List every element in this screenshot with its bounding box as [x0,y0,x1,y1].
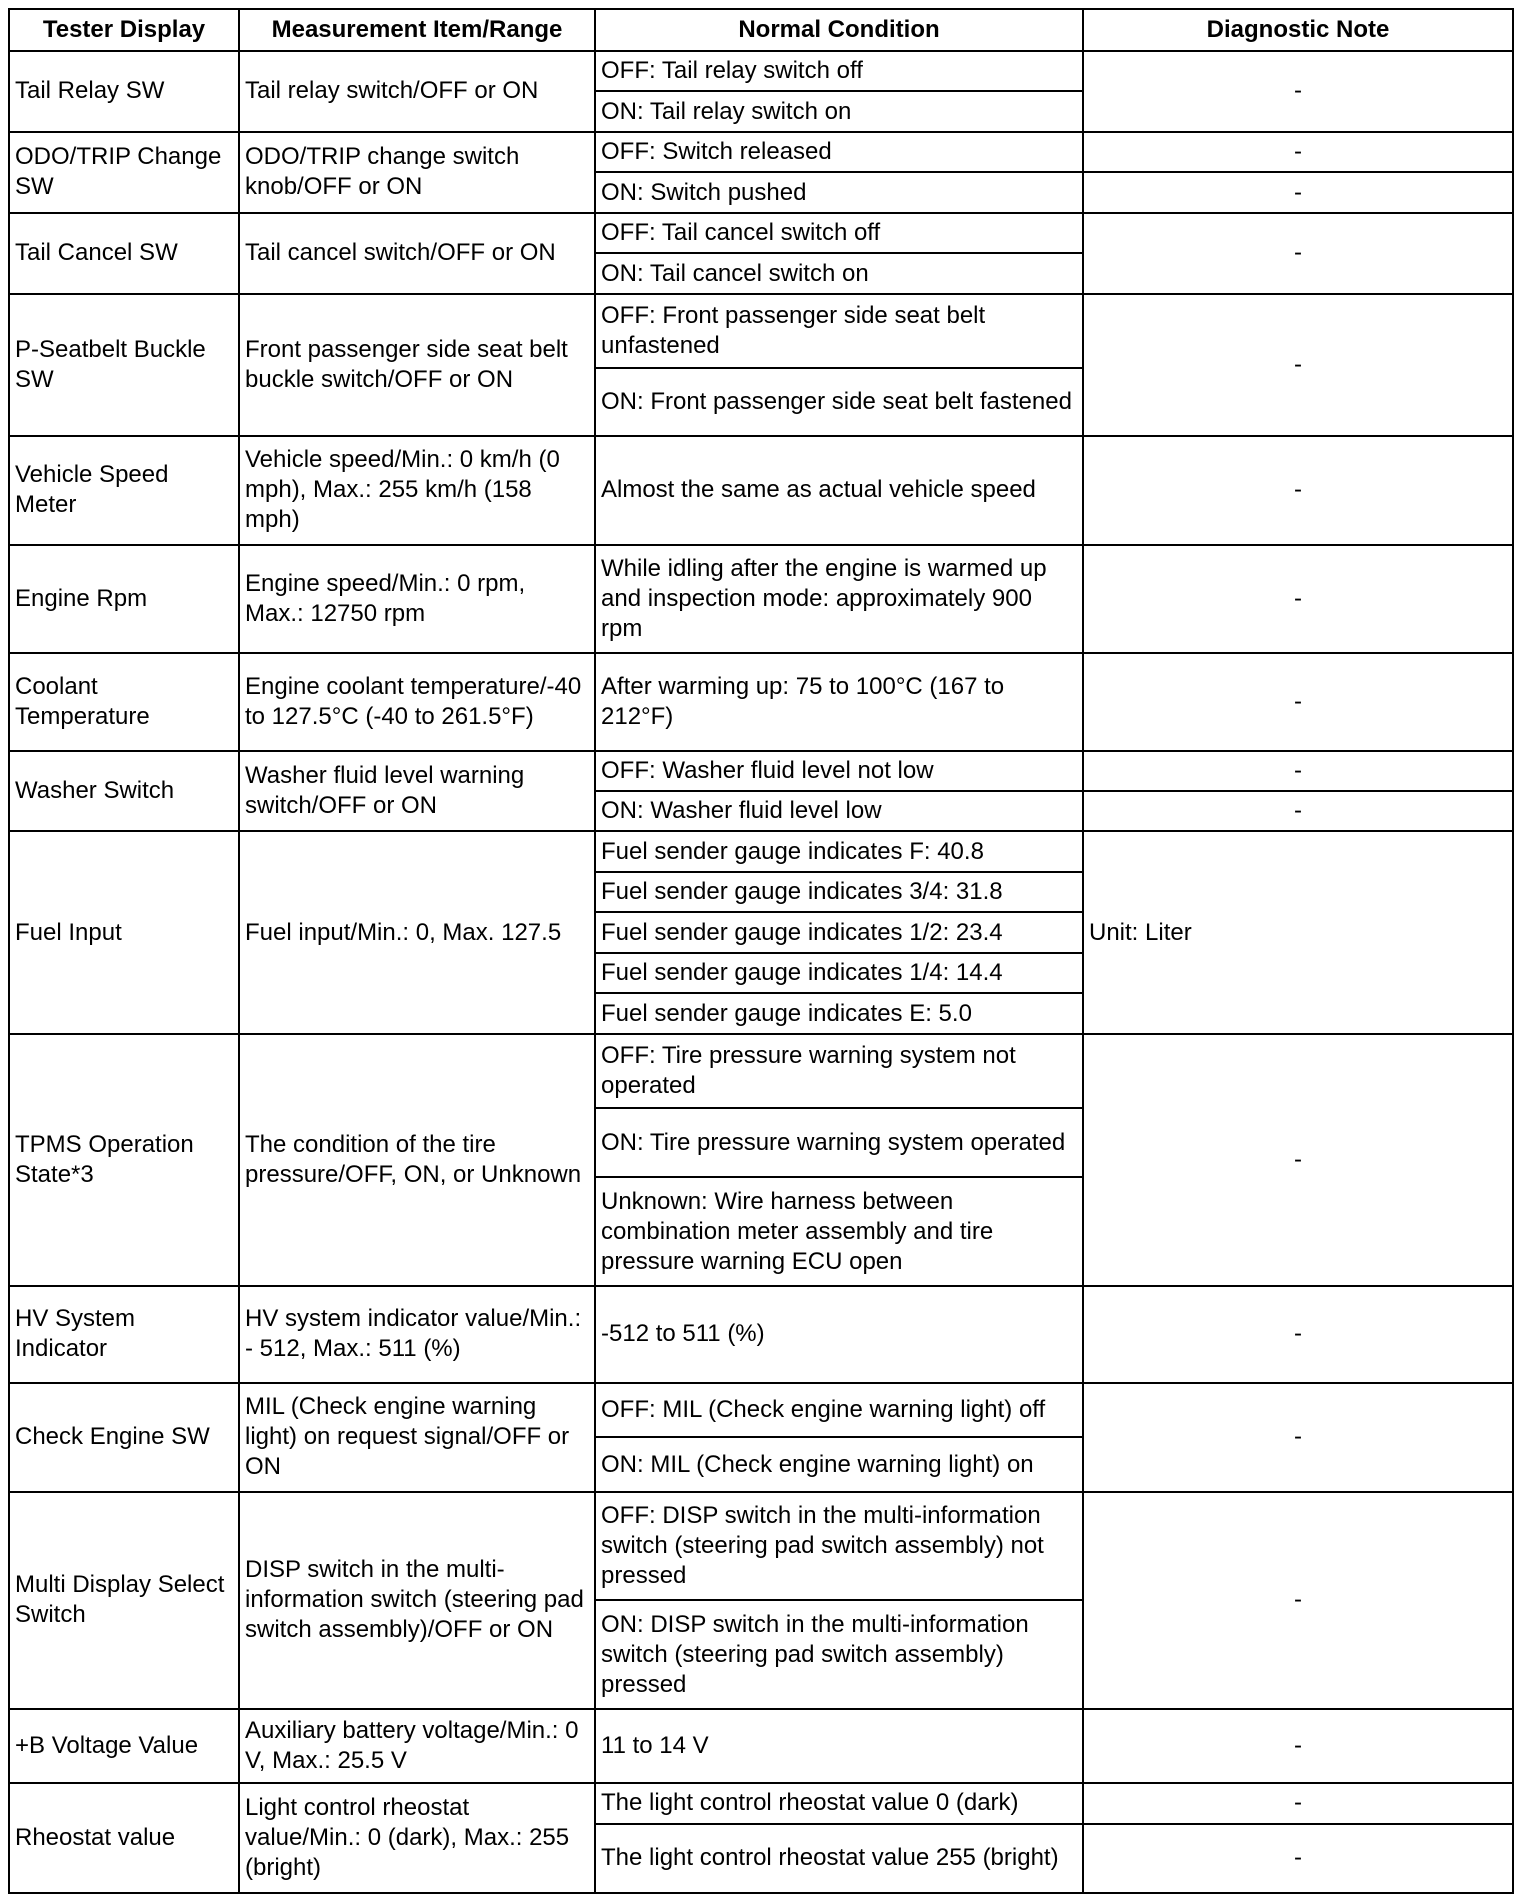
normal-condition-cell: ON: Front passenger side seat belt fastened [595,368,1083,436]
normal-condition-cell: The light control rheostat value 255 (bright) [595,1824,1083,1893]
normal-condition-cell: While idling after the engine is warmed up and inspection mode: approximately 900 rpm [595,545,1083,654]
header-normal-condition: Normal Condition [595,9,1083,51]
tester-display-cell: HV System Indicator [9,1286,239,1383]
normal-condition-cell: ON: DISP switch in the multi-information switch (steering pad switch assembly) pressed [595,1600,1083,1709]
normal-condition-cell: Fuel sender gauge indicates 1/2: 23.4 [595,912,1083,952]
tester-display-cell: Rheostat value [9,1783,239,1893]
normal-condition-cell: OFF: Tail relay switch off [595,51,1083,91]
diagnostic-note-cell: - [1083,791,1513,831]
measurement-item-cell: Fuel input/Min.: 0, Max. 127.5 [239,831,595,1033]
tester-display-cell: P-Seatbelt Buckle SW [9,294,239,436]
diagnostic-note-cell: - [1083,436,1513,545]
measurement-item-cell: Tail relay switch/OFF or ON [239,51,595,132]
table-row [9,132,1513,172]
normal-condition-cell: OFF: Switch released [595,132,1083,172]
table-row [9,1492,1513,1601]
diagnostic-note-cell: - [1083,294,1513,436]
header-diagnostic-note: Diagnostic Note [1083,9,1513,51]
diagnostic-data-table [8,8,1514,1894]
table-row [9,51,1513,91]
measurement-item-cell: Washer fluid level warning switch/OFF or ON [239,751,595,832]
measurement-item-cell: HV system indicator value/Min.: - 512, Max.: 511 (%) [239,1286,595,1383]
tester-display-cell: ODO/TRIP Change SW [9,132,239,213]
table-row [9,1709,1513,1783]
measurement-item-cell: Engine speed/Min.: 0 rpm, Max.: 12750 rpm [239,545,595,654]
table-row [9,1286,1513,1383]
header-tester-display: Tester Display [9,9,239,51]
normal-condition-cell: OFF: Front passenger side seat belt unfastened [595,294,1083,368]
diagnostic-note-cell: - [1083,1783,1513,1823]
tester-display-cell: +B Voltage Value [9,1709,239,1783]
normal-condition-cell: Fuel sender gauge indicates 3/4: 31.8 [595,872,1083,912]
normal-condition-cell: OFF: Tail cancel switch off [595,213,1083,253]
table-row [9,751,1513,791]
diagnostic-note-cell: - [1083,1824,1513,1893]
diagnostic-note-cell: - [1083,545,1513,654]
diagnostic-note-cell: - [1083,653,1513,750]
normal-condition-cell: ON: Tail relay switch on [595,91,1083,131]
tester-display-cell: Tail Cancel SW [9,213,239,294]
diagnostic-note-cell: - [1083,172,1513,212]
tester-display-cell: Multi Display Select Switch [9,1492,239,1709]
normal-condition-cell: -512 to 511 (%) [595,1286,1083,1383]
tester-display-cell: Washer Switch [9,751,239,832]
table-row [9,1383,1513,1437]
diagnostic-note-cell: - [1083,1286,1513,1383]
diagnostic-note-cell: - [1083,132,1513,172]
table-row [9,545,1513,654]
diagnostic-note-cell: - [1083,1709,1513,1783]
normal-condition-cell: OFF: Washer fluid level not low [595,751,1083,791]
table-header-row [9,9,1513,51]
measurement-item-cell: Engine coolant temperature/-40 to 127.5°C (-40 to 261.5°F) [239,653,595,750]
normal-condition-cell: Unknown: Wire harness between combination meter assembly and tire pressure warning ECU open [595,1177,1083,1286]
table-row [9,213,1513,253]
measurement-item-cell: Tail cancel switch/OFF or ON [239,213,595,294]
normal-condition-cell: Almost the same as actual vehicle speed [595,436,1083,545]
normal-condition-cell: After warming up: 75 to 100°C (167 to 212°F) [595,653,1083,750]
measurement-item-cell: MIL (Check engine warning light) on request signal/OFF or ON [239,1383,595,1492]
normal-condition-cell: 11 to 14 V [595,1709,1083,1783]
diagnostic-note-cell: - [1083,1034,1513,1286]
tester-display-cell: Fuel Input [9,831,239,1033]
tester-display-cell: TPMS Operation State*3 [9,1034,239,1286]
normal-condition-cell: OFF: Tire pressure warning system not operated [595,1034,1083,1108]
table-row [9,436,1513,545]
normal-condition-cell: ON: MIL (Check engine warning light) on [595,1437,1083,1491]
measurement-item-cell: DISP switch in the multi-information switch (steering pad switch assembly)/OFF or ON [239,1492,595,1709]
measurement-item-cell: Front passenger side seat belt buckle switch/OFF or ON [239,294,595,436]
measurement-item-cell: The condition of the tire pressure/OFF, ON, or Unknown [239,1034,595,1286]
normal-condition-cell: OFF: MIL (Check engine warning light) off [595,1383,1083,1437]
table-row [9,1783,1513,1823]
table-row [9,294,1513,368]
header-measurement-item: Measurement Item/Range [239,9,595,51]
measurement-item-cell: ODO/TRIP change switch knob/OFF or ON [239,132,595,213]
diagnostic-note-cell: - [1083,751,1513,791]
measurement-item-cell: Auxiliary battery voltage/Min.: 0 V, Max.: 25.5 V [239,1709,595,1783]
normal-condition-cell: Fuel sender gauge indicates E: 5.0 [595,993,1083,1033]
normal-condition-cell: Fuel sender gauge indicates F: 40.8 [595,831,1083,871]
tester-display-cell: Engine Rpm [9,545,239,654]
table-row [9,1034,1513,1108]
diagnostic-note-cell: Unit: Liter [1083,831,1513,1033]
diagnostic-note-cell: - [1083,1383,1513,1492]
normal-condition-cell: ON: Tail cancel switch on [595,253,1083,293]
normal-condition-cell: ON: Tire pressure warning system operated [595,1108,1083,1177]
normal-condition-cell: OFF: DISP switch in the multi-information switch (steering pad switch assembly) not pressed [595,1492,1083,1601]
normal-condition-cell: ON: Switch pushed [595,172,1083,212]
normal-condition-cell: Fuel sender gauge indicates 1/4: 14.4 [595,953,1083,993]
measurement-item-cell: Vehicle speed/Min.: 0 km/h (0 mph), Max.: 255 km/h (158 mph) [239,436,595,545]
diagnostic-note-cell: - [1083,51,1513,132]
normal-condition-cell: The light control rheostat value 0 (dark) [595,1783,1083,1823]
table-body [9,51,1513,1893]
diagnostic-note-cell: - [1083,1492,1513,1709]
tester-display-cell: Coolant Temperature [9,653,239,750]
tester-display-cell: Vehicle Speed Meter [9,436,239,545]
tester-display-cell: Check Engine SW [9,1383,239,1492]
table-row [9,653,1513,750]
diagnostic-note-cell: - [1083,213,1513,294]
tester-display-cell: Tail Relay SW [9,51,239,132]
table-row [9,831,1513,871]
normal-condition-cell: ON: Washer fluid level low [595,791,1083,831]
measurement-item-cell: Light control rheostat value/Min.: 0 (dark), Max.: 255 (bright) [239,1783,595,1893]
